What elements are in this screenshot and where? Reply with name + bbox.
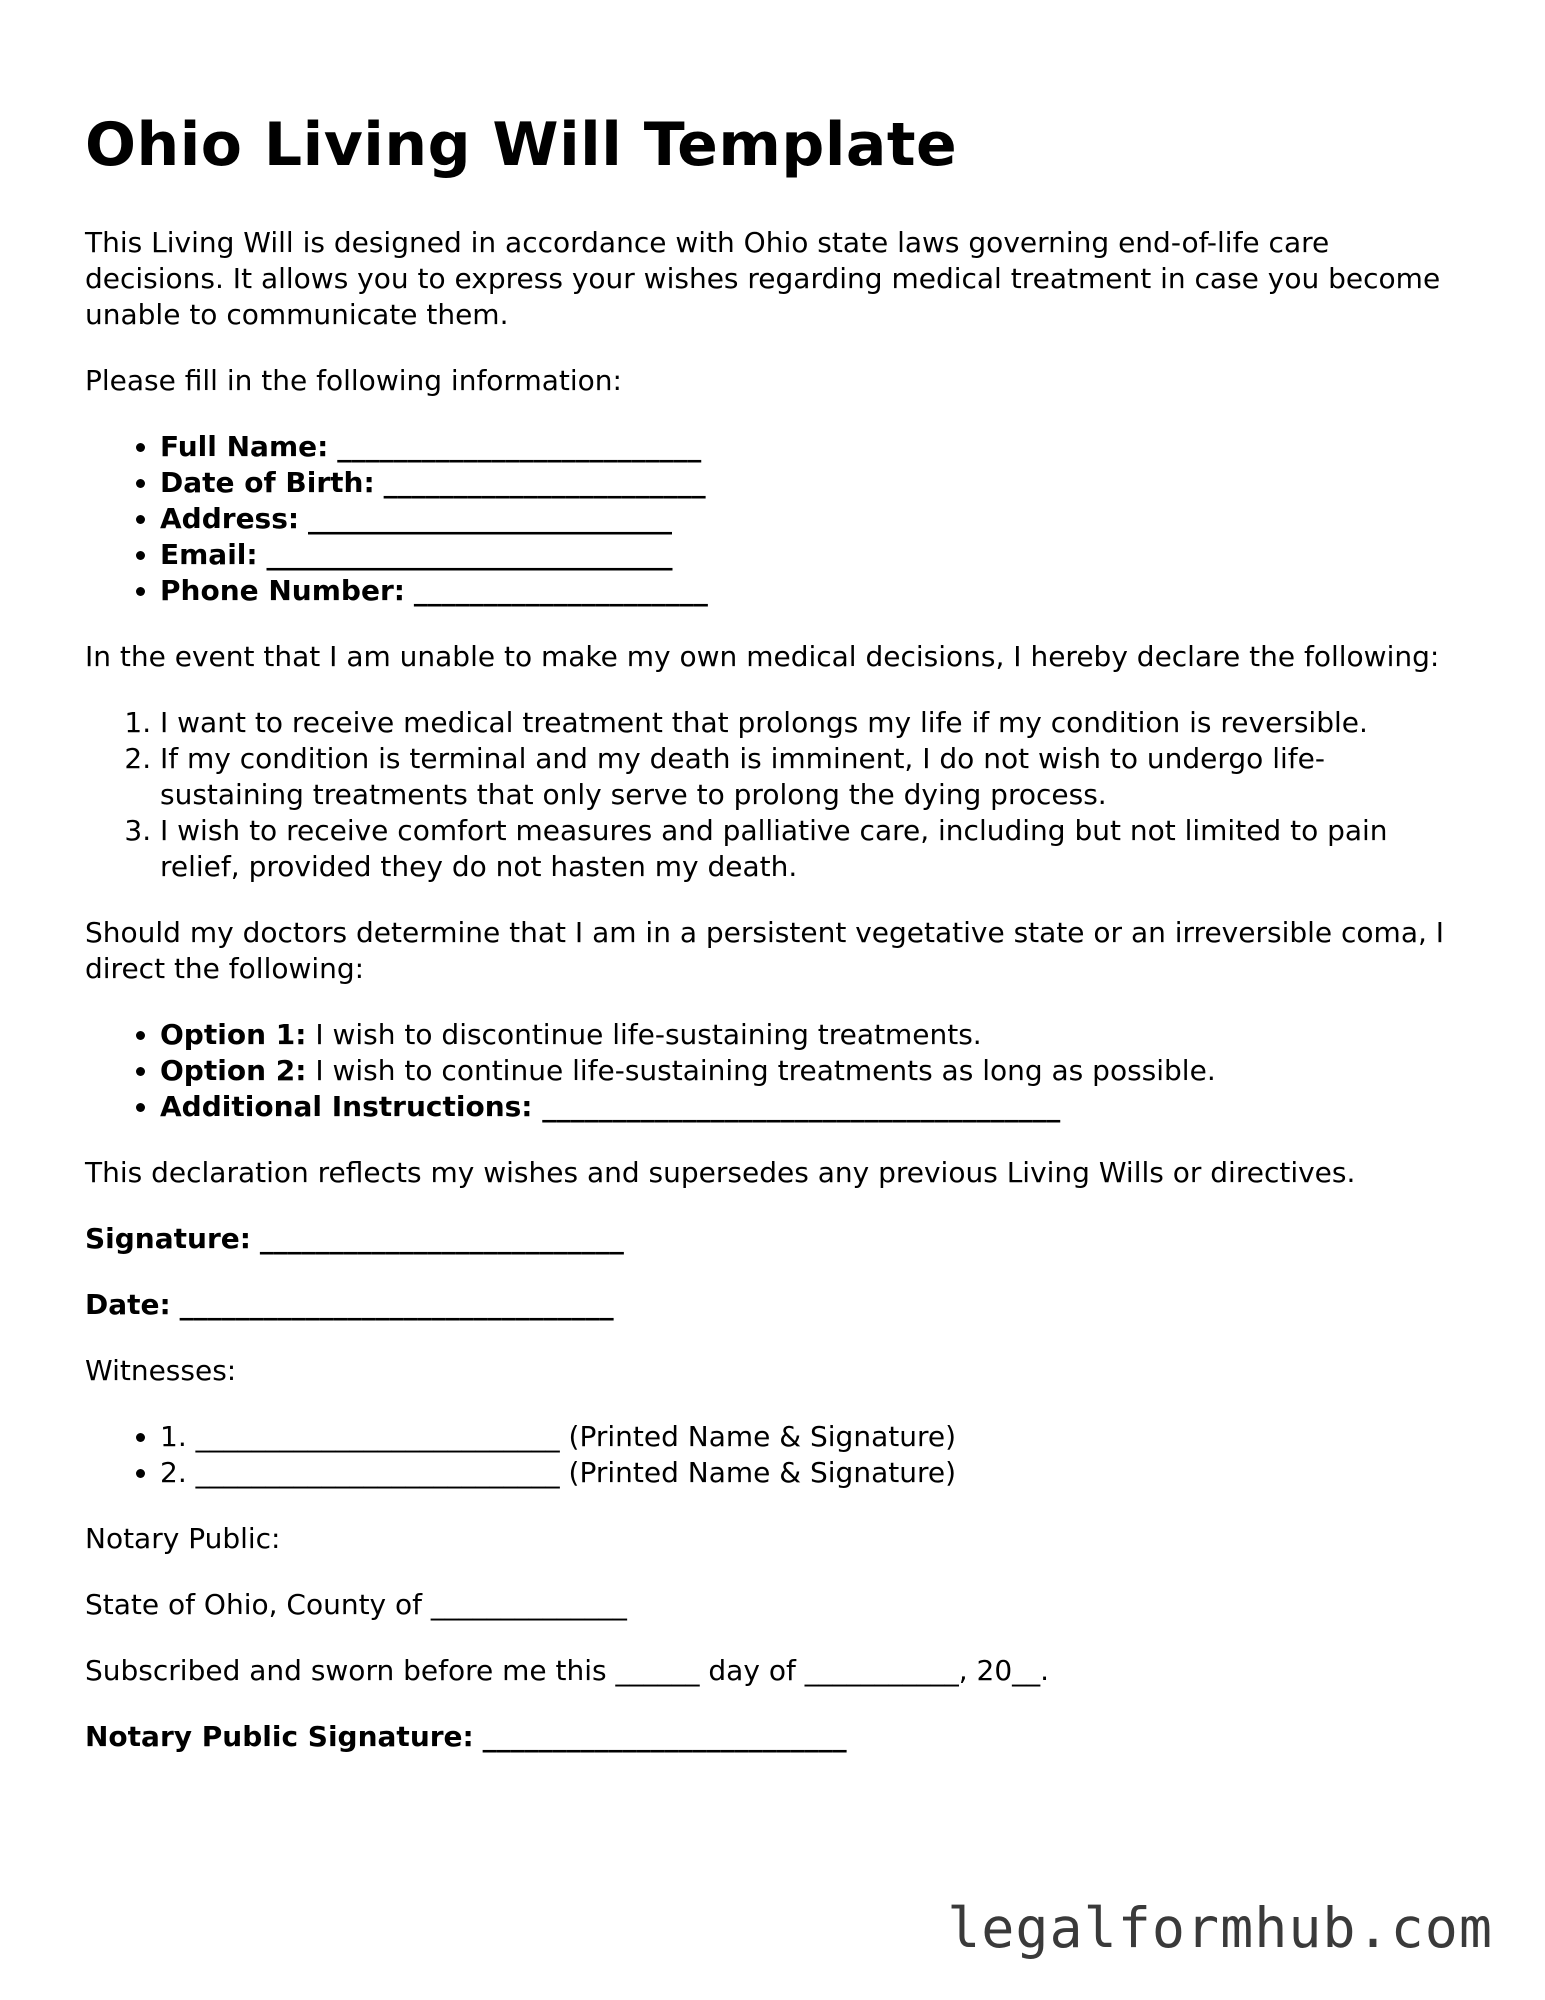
info-field-date-of-birth xyxy=(160,465,1465,501)
witnesses-list xyxy=(85,1419,1465,1491)
witness-note: (Printed Name & Signature) xyxy=(568,1420,957,1453)
supersede-statement: This declaration reflects my wishes and supersedes any previous Living Wills or directives. xyxy=(85,1156,1356,1189)
notary-signature-blank: __________________________ xyxy=(482,1720,847,1753)
declaration-item: 2. If my condition is terminal and my death is imminent, I do not wish to undergo life-sustaining treatments that only serve to prolong the dying process. xyxy=(160,741,1465,813)
declaration-intro: In the event that I am unable to make my own medical decisions, I hereby declare the following: xyxy=(85,640,1440,673)
declarations-list xyxy=(85,705,1465,885)
date-line xyxy=(85,1287,1465,1323)
option-text: I wish to continue life-sustaining treatments as long as possible. xyxy=(306,1054,1216,1087)
option-1 xyxy=(160,1017,1465,1053)
signature-label: Signature: xyxy=(85,1222,251,1255)
field-blank: __________________________ xyxy=(337,430,702,463)
brand-watermark: legalformhub.com xyxy=(947,1896,1493,1960)
option-label: Option 2: xyxy=(160,1054,307,1087)
info-field-email xyxy=(160,537,1465,573)
county-line: State of Ohio, County of ______________ xyxy=(85,1588,627,1621)
witnesses-label: Witnesses: xyxy=(85,1354,237,1387)
sworn-line: Subscribed and sworn before me this ______ day of ___________, 20__. xyxy=(85,1654,1050,1687)
notary-label: Notary Public: xyxy=(85,1522,281,1555)
document-page xyxy=(85,105,1465,1785)
option-label: Option 1: xyxy=(160,1018,307,1051)
field-label: Date of Birth: xyxy=(160,466,375,499)
intro-paragraph: This Living Will is designed in accordance with Ohio state laws governing end-of-life care decisions. It allows you to express your wishes regarding medical treatment in case you become unable to communicate them. xyxy=(85,226,1441,331)
option-text: I wish to discontinue life-sustaining treatments. xyxy=(306,1018,982,1051)
info-field-phone xyxy=(160,573,1465,609)
declaration-item: 3. I wish to receive comfort measures and palliative care, including but not limited to pain relief, provided they do not hasten my death. xyxy=(160,813,1465,885)
option-label: Additional Instructions: xyxy=(160,1090,533,1123)
info-field-full-name xyxy=(160,429,1465,465)
witness-blank: __________________________ xyxy=(195,1456,560,1489)
field-blank: _______________________ xyxy=(383,466,706,499)
notary-signature-line xyxy=(85,1719,1465,1755)
options-list xyxy=(85,1017,1465,1125)
witness-number: 2. xyxy=(160,1456,187,1489)
field-blank: _____________________________ xyxy=(266,538,673,571)
witness-2 xyxy=(160,1455,1465,1491)
signature-blank: __________________________ xyxy=(259,1222,624,1255)
field-label: Full Name: xyxy=(160,430,329,463)
witness-1 xyxy=(160,1419,1465,1455)
field-label: Phone Number: xyxy=(160,574,405,607)
option-text: _____________________________________ xyxy=(532,1090,1061,1123)
option-additional-instructions xyxy=(160,1089,1465,1125)
witness-number: 1. xyxy=(160,1420,187,1453)
witness-note: (Printed Name & Signature) xyxy=(568,1456,957,1489)
witness-blank: __________________________ xyxy=(195,1420,560,1453)
field-blank: _____________________ xyxy=(413,574,708,607)
fill-prompt: Please fill in the following information: xyxy=(85,364,622,397)
info-fields-list xyxy=(85,429,1465,609)
document-title: Ohio Living Will Template xyxy=(85,110,958,180)
declaration-item: 1. I want to receive medical treatment that prolongs my life if my condition is reversible. xyxy=(160,705,1465,741)
notary-signature-label: Notary Public Signature: xyxy=(85,1720,474,1753)
option-2 xyxy=(160,1053,1465,1089)
field-label: Email: xyxy=(160,538,258,571)
vegetative-intro: Should my doctors determine that I am in a persistent vegetative state or an irreversible coma, I direct the following: xyxy=(85,916,1445,985)
field-blank: __________________________ xyxy=(308,502,672,535)
info-field-address xyxy=(160,501,1465,537)
field-label: Address: xyxy=(160,502,300,535)
date-label: Date: xyxy=(85,1288,171,1321)
date-blank: _______________________________ xyxy=(179,1288,614,1321)
signature-line xyxy=(85,1221,1465,1257)
